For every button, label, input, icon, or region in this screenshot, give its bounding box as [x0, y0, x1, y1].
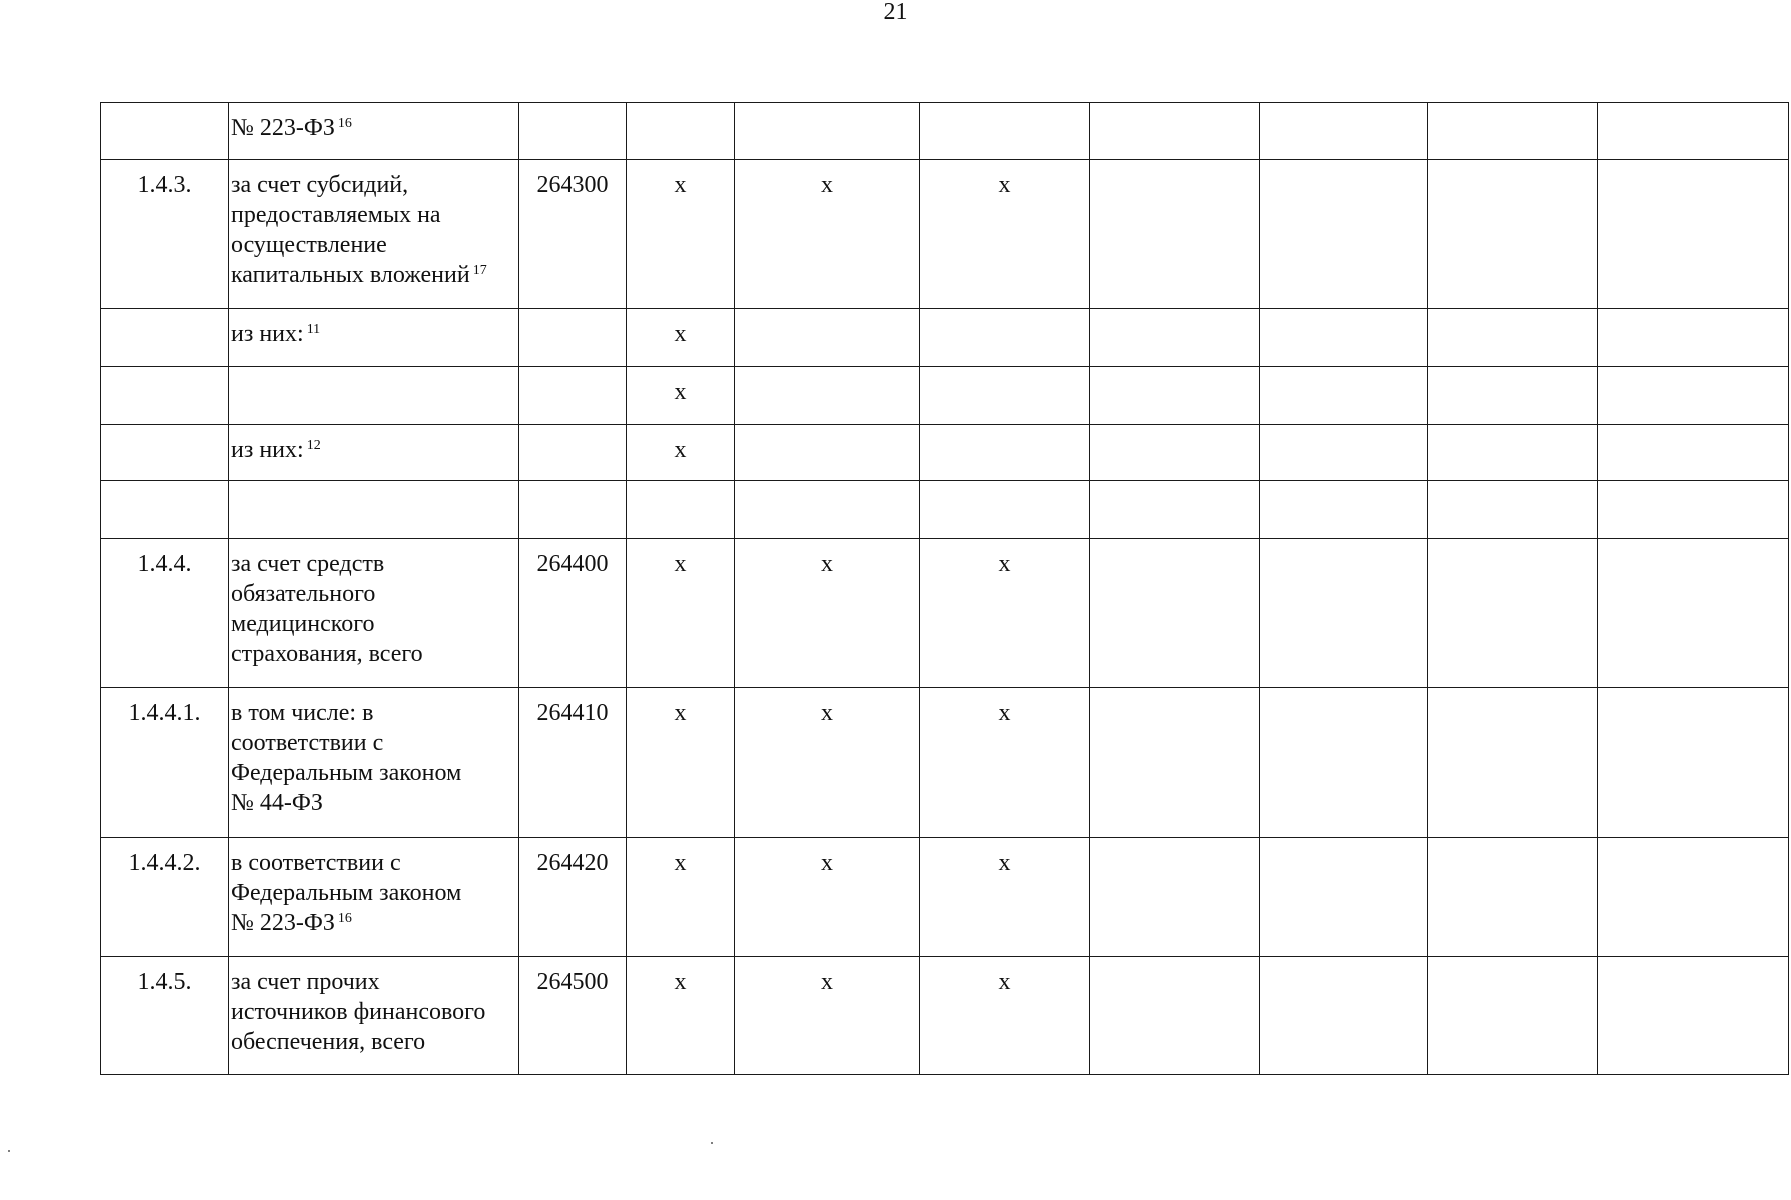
- empty-cell: [1428, 688, 1598, 838]
- empty-cell: [1090, 160, 1260, 309]
- empty-cell: [1428, 367, 1598, 425]
- empty-cell: [1428, 425, 1598, 481]
- row-name-cell: [229, 688, 519, 838]
- x-mark-cell: x: [735, 957, 920, 1075]
- x-mark-cell: x: [735, 688, 920, 838]
- empty-cell: [1598, 367, 1789, 425]
- empty-cell: [735, 103, 920, 160]
- row-name-cell: [229, 481, 519, 539]
- empty-cell: [1260, 103, 1428, 160]
- x-mark-cell: x: [627, 539, 735, 688]
- row-name-cell: [229, 539, 519, 688]
- x-mark-cell: x: [920, 539, 1090, 688]
- empty-cell: [1260, 160, 1428, 309]
- empty-cell: [1260, 481, 1428, 539]
- footnote-ref: 12: [306, 438, 321, 453]
- row-name-text: № 223-ФЗ: [231, 115, 335, 141]
- empty-cell: [1428, 160, 1598, 309]
- empty-cell: [920, 425, 1090, 481]
- x-mark-cell: x: [735, 838, 920, 957]
- table-row: [101, 367, 1789, 425]
- row-name-cell: [229, 103, 519, 160]
- x-mark-cell: x: [627, 367, 735, 425]
- empty-cell: [1260, 957, 1428, 1075]
- x-mark-cell: x: [627, 688, 735, 838]
- empty-cell: [1428, 539, 1598, 688]
- empty-cell: [735, 309, 920, 367]
- row-number-cell: 1.4.4.1.: [101, 688, 229, 838]
- row-name-cell: [229, 425, 519, 481]
- row-number-cell: [101, 481, 229, 539]
- row-code-cell: 264410: [519, 688, 627, 838]
- row-code-cell: [519, 103, 627, 160]
- empty-cell: [1598, 425, 1789, 481]
- row-name-text: за счет субсидий, предоставляемых на осуществление капитальных вложений: [231, 172, 470, 288]
- row-code-cell: 264400: [519, 539, 627, 688]
- x-mark-cell: x: [920, 957, 1090, 1075]
- empty-cell: [1260, 539, 1428, 688]
- row-number-cell: 1.4.4.2.: [101, 838, 229, 957]
- x-mark-cell: x: [920, 688, 1090, 838]
- x-mark-cell: x: [627, 309, 735, 367]
- row-number-cell: [101, 367, 229, 425]
- empty-cell: [920, 367, 1090, 425]
- footnote-ref: 17: [472, 263, 487, 278]
- row-number-cell: [101, 309, 229, 367]
- plan-table-body: [101, 103, 1789, 1075]
- empty-cell: [1598, 539, 1789, 688]
- row-name-text: из них:: [231, 437, 304, 463]
- empty-cell: [1598, 160, 1789, 309]
- empty-cell: [1598, 103, 1789, 160]
- empty-cell: [1428, 103, 1598, 160]
- row-number-cell: 1.4.3.: [101, 160, 229, 309]
- row-name-cell: [229, 957, 519, 1075]
- table-row: [101, 160, 1789, 309]
- empty-cell: [1090, 103, 1260, 160]
- empty-cell: [920, 481, 1090, 539]
- empty-cell: [1090, 957, 1260, 1075]
- row-name-cell: [229, 838, 519, 957]
- row-name-cell: [229, 367, 519, 425]
- footnote-ref: 11: [306, 322, 321, 337]
- x-mark-cell: x: [735, 160, 920, 309]
- empty-cell: [1090, 309, 1260, 367]
- x-mark-cell: x: [920, 838, 1090, 957]
- row-number-cell: 1.4.4.: [101, 539, 229, 688]
- empty-cell: [1598, 481, 1789, 539]
- empty-cell: [1598, 957, 1789, 1075]
- footnote-ref: 16: [337, 116, 352, 131]
- empty-cell: [735, 425, 920, 481]
- x-mark-cell: x: [627, 160, 735, 309]
- row-code-cell: [519, 367, 627, 425]
- page-number: 21: [883, 0, 908, 25]
- empty-cell: [1260, 309, 1428, 367]
- x-mark-cell: x: [920, 160, 1090, 309]
- table-row: [101, 957, 1789, 1075]
- row-name-cell: [229, 309, 519, 367]
- row-name-text: в соответствии с Федеральным законом № 223-ФЗ: [231, 850, 462, 936]
- scan-speck: [8, 1150, 10, 1152]
- empty-cell: [1090, 688, 1260, 838]
- row-name-text: за счет прочих источников финансового обеспечения, всего: [231, 969, 486, 1055]
- x-mark-cell: x: [627, 838, 735, 957]
- table-row: [101, 103, 1789, 160]
- table-row: [101, 309, 1789, 367]
- empty-cell: [1428, 481, 1598, 539]
- empty-cell: [1260, 688, 1428, 838]
- empty-cell: [1090, 481, 1260, 539]
- row-name-text: из них:: [231, 321, 304, 347]
- empty-cell: [1428, 838, 1598, 957]
- empty-cell: [1428, 957, 1598, 1075]
- row-name-text: в том числе: в соответствии с Федеральным законом № 44-ФЗ: [231, 700, 462, 816]
- x-mark-cell: x: [627, 425, 735, 481]
- empty-cell: [735, 481, 920, 539]
- footnote-ref: 16: [337, 911, 352, 926]
- empty-cell: [920, 309, 1090, 367]
- empty-cell: [1598, 309, 1789, 367]
- empty-cell: [735, 367, 920, 425]
- empty-cell: [1260, 838, 1428, 957]
- row-number-cell: [101, 103, 229, 160]
- empty-cell: [1598, 688, 1789, 838]
- row-code-cell: [519, 425, 627, 481]
- row-code-cell: [519, 309, 627, 367]
- row-code-cell: 264420: [519, 838, 627, 957]
- row-number-cell: 1.4.5.: [101, 957, 229, 1075]
- row-number-cell: [101, 425, 229, 481]
- empty-cell: [920, 103, 1090, 160]
- plan-table: [100, 102, 1789, 1075]
- x-mark-cell: x: [627, 957, 735, 1075]
- row-code-cell: [519, 481, 627, 539]
- empty-cell: [1260, 425, 1428, 481]
- empty-cell: [1090, 539, 1260, 688]
- table-row: [101, 688, 1789, 838]
- table-row: [101, 481, 1789, 539]
- row-code-cell: 264300: [519, 160, 627, 309]
- row-code-cell: 264500: [519, 957, 627, 1075]
- empty-cell: [1598, 838, 1789, 957]
- empty-cell: [1260, 367, 1428, 425]
- table-row: [101, 539, 1789, 688]
- empty-cell: [627, 481, 735, 539]
- empty-cell: [1090, 367, 1260, 425]
- row-name-cell: [229, 160, 519, 309]
- empty-cell: [1090, 838, 1260, 957]
- empty-cell: [1428, 309, 1598, 367]
- empty-cell: [1090, 425, 1260, 481]
- table-row: [101, 838, 1789, 957]
- x-mark-cell: x: [735, 539, 920, 688]
- row-name-text: за счет средств обязательного медицинского страхования, всего: [231, 551, 423, 667]
- empty-cell: [627, 103, 735, 160]
- scan-speck: [711, 1142, 713, 1144]
- table-row: [101, 425, 1789, 481]
